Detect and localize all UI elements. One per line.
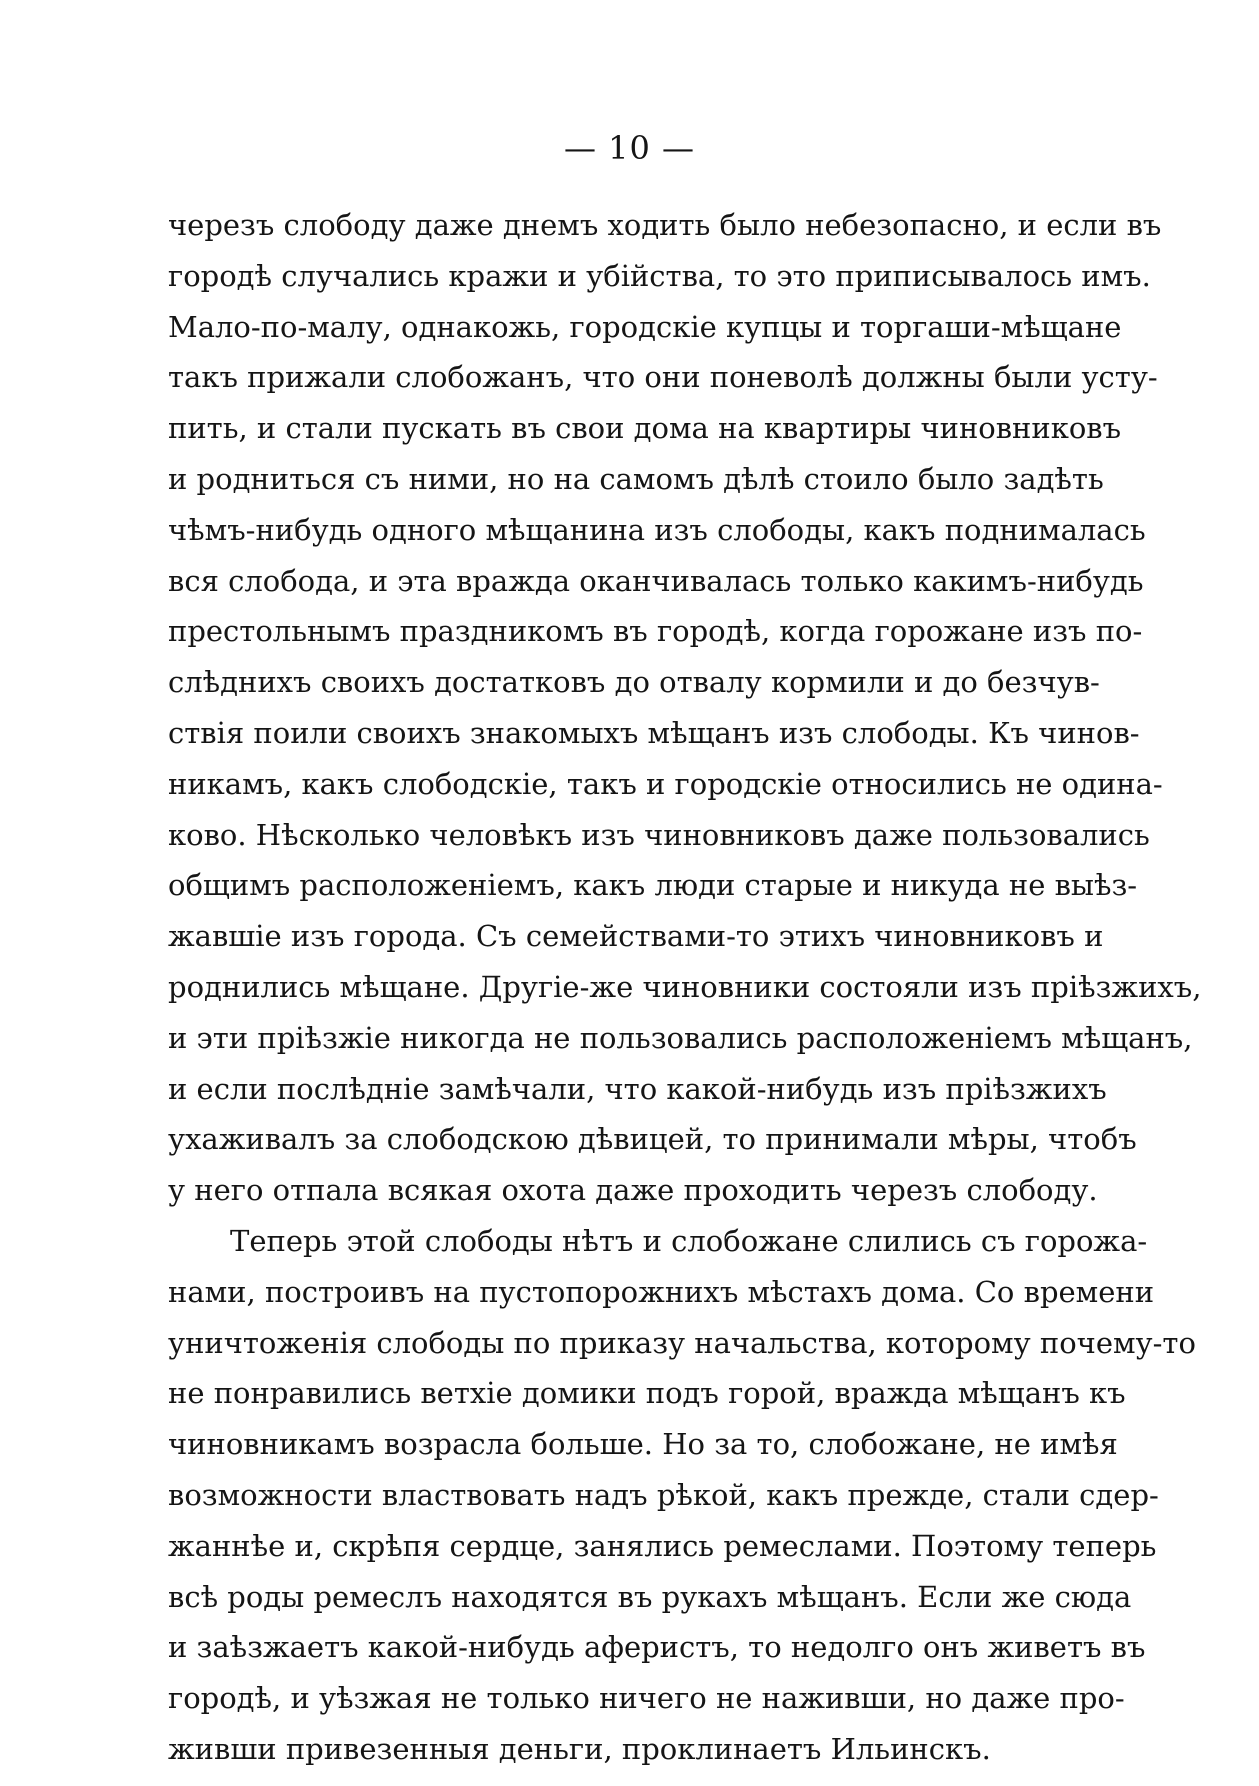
text-line: нами, построивъ на пустопорожнихъ мѣстахъ дома. Со времени xyxy=(168,1274,1155,1309)
text-line: черезъ слободу даже днемъ ходить было небезопасно, и если въ xyxy=(168,208,1162,242)
text-line: ствія поили своихъ знакомыхъ мѣщанъ изъ слободы. Къ чинов- xyxy=(168,715,1140,750)
text-line: не понравились ветхіе домики подъ горой, вражда мѣщанъ къ xyxy=(168,1376,1126,1411)
text-line: и если послѣдніе замѣчали, что какой-нибудь изъ пріѣзжихъ xyxy=(168,1071,1107,1106)
text-line: Мало-по-малу, однакожь, городскіе купцы и торгаши-мѣщане xyxy=(168,309,1122,344)
text-line: ково. Нѣсколько человѣкъ изъ чиновниковъ даже пользовались xyxy=(168,817,1150,852)
text-line: городѣ случались кражи и убійства, то это приписывалось имъ. xyxy=(168,258,1151,293)
text-line: пить, и стали пускать въ свои дома на квартиры чиновниковъ xyxy=(168,411,1122,446)
body-text xyxy=(168,200,1202,1775)
paragraph-2 xyxy=(168,1216,1196,1775)
text-line: уничтоженія слободы по приказу начальства, которому почему-то xyxy=(168,1325,1196,1360)
text-line: Теперь этой слободы нѣтъ и слобожане слились съ горожа- xyxy=(230,1223,1148,1258)
text-line: общимъ расположеніемъ, какъ люди старые и никуда не выѣз- xyxy=(168,868,1138,903)
text-line: жавшіе изъ города. Съ семействами-то этихъ чиновниковъ и xyxy=(168,919,1104,954)
text-line: чиновникамъ возрасла больше. Но за то, слобожане, не имѣя xyxy=(168,1427,1118,1462)
text-line: живши привезенныя деньги, проклинаетъ Ильинскъ. xyxy=(168,1731,991,1766)
text-line: ухаживалъ за слободскою дѣвицей, то принимали мѣры, чтобъ xyxy=(168,1122,1137,1157)
text-line: и эти пріѣзжіе никогда не пользовались расположеніемъ мѣщанъ, xyxy=(168,1020,1193,1055)
text-line: роднились мѣщане. Другіе-же чиновники состояли изъ пріѣзжихъ, xyxy=(168,969,1202,1004)
text-line: такъ прижали слобожанъ, что они поневолѣ должны были усту- xyxy=(168,360,1158,395)
text-line: и родниться съ ними, но на самомъ дѣлѣ стоило было задѣть xyxy=(168,461,1104,496)
text-line: слѣднихъ своихъ достатковъ до отвалу кормили и до безчув- xyxy=(168,665,1100,700)
text-line: и заѣзжаетъ какой-нибудь аферистъ, то недолго онъ живетъ въ xyxy=(168,1630,1146,1665)
page-number: — 10 — xyxy=(563,129,696,167)
text-line: чѣмъ-нибудь одного мѣщанина изъ слободы, какъ поднималась xyxy=(168,512,1146,547)
text-line: престольнымъ праздникомъ въ городѣ, когда горожане изъ по- xyxy=(168,614,1143,649)
text-line: жаннѣе и, скрѣпя сердце, занялись ремеслами. Поэтому теперь xyxy=(168,1528,1157,1563)
text-line: вся слобода, и эта вражда оканчивалась только какимъ-нибудь xyxy=(168,563,1144,598)
text-line: городѣ, и уѣзжая не только ничего не наживши, но даже про- xyxy=(168,1681,1125,1716)
text-line: всѣ роды ремеслъ находятся въ рукахъ мѣщанъ. Если же сюда xyxy=(168,1579,1132,1614)
text-line: у него отпала всякая охота даже проходить черезъ слободу. xyxy=(168,1173,1098,1208)
paragraph-1 xyxy=(168,200,1202,1216)
text-line: никамъ, какъ слободскіе, такъ и городскіе относились не одина- xyxy=(168,766,1163,801)
text-line: возможности властвовать надъ рѣкой, какъ прежде, стали сдер- xyxy=(168,1477,1159,1512)
